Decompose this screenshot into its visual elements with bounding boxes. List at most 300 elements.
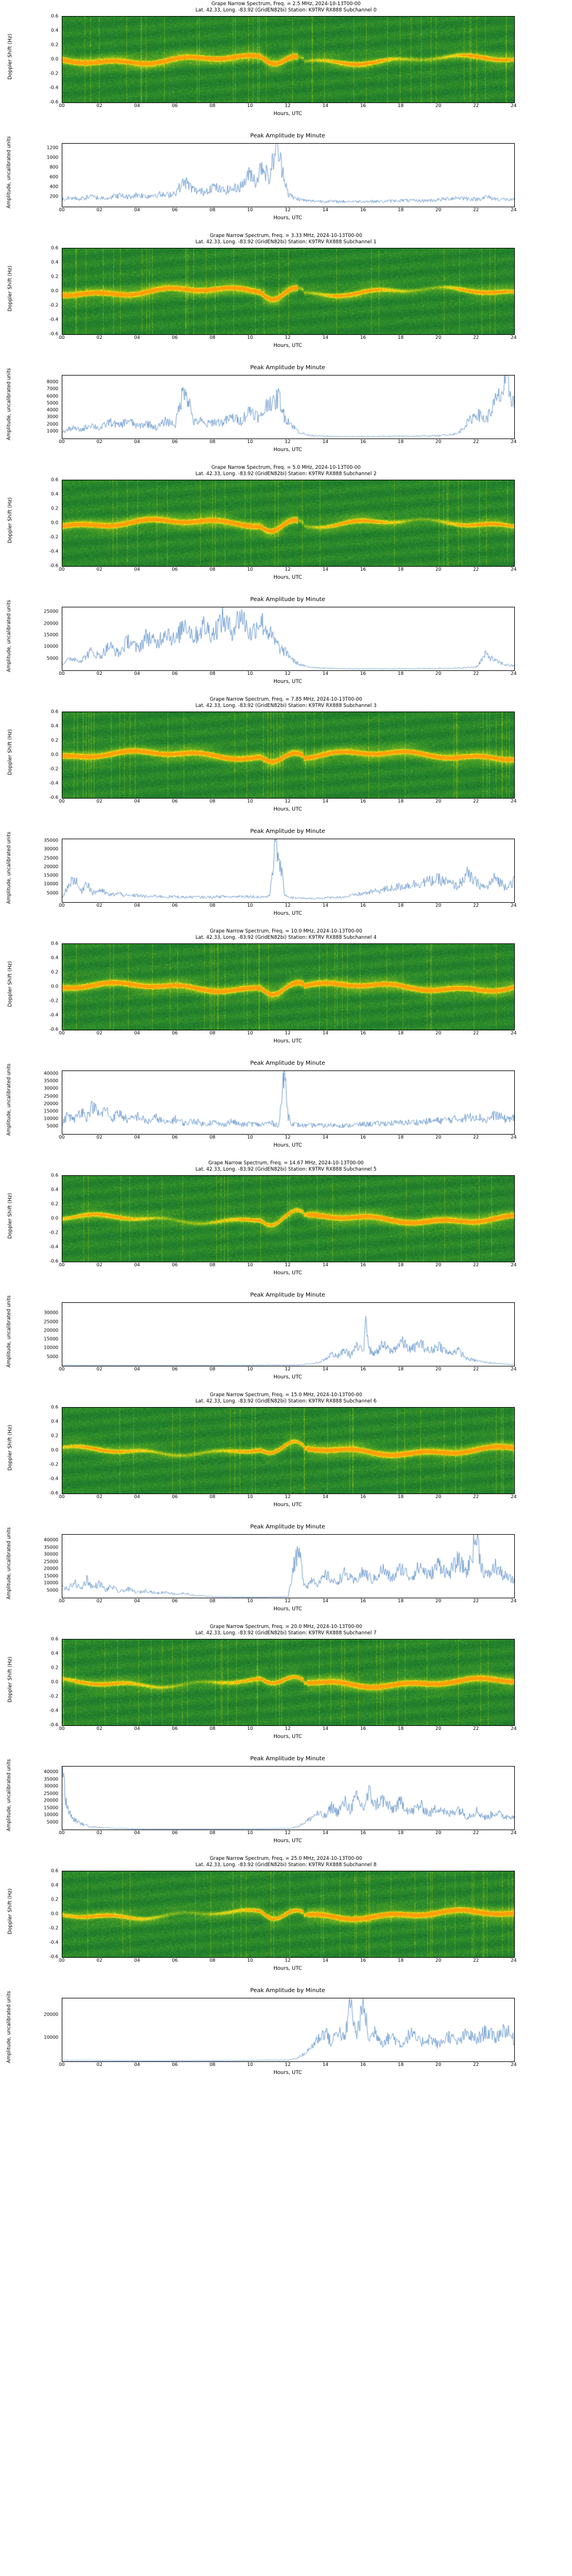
spectrogram-x-tick: 02 <box>96 103 102 108</box>
spectrogram-x-axis-label: Hours, UTC <box>273 1038 302 1044</box>
amplitude-chart-title: Peak Amplitude by Minute <box>250 1524 325 1530</box>
amplitude-y-ticks <box>19 375 61 438</box>
spectrogram-x-tick: 00 <box>58 567 65 572</box>
amplitude-canvas <box>62 1303 514 1366</box>
spectrogram-x-tick: 18 <box>398 335 404 340</box>
spectrogram-y-tick: -0.4 <box>49 85 58 90</box>
amplitude-x-tick: 14 <box>322 2062 328 2067</box>
spectrogram-x-tick: 12 <box>284 103 291 108</box>
amplitude-y-tick: 20000 <box>43 1327 58 1333</box>
spectrogram-x-tick: 04 <box>134 1262 140 1267</box>
spectrogram-x-tick: 20 <box>435 1262 442 1267</box>
spectrogram-y-axis-label-text: Doppler Shift (Hz) <box>7 33 13 80</box>
spectrogram-x-tick: 14 <box>322 1262 328 1267</box>
amplitude-y-tick: 35000 <box>43 1776 58 1781</box>
amplitude-x-tick: 02 <box>96 903 102 908</box>
amplitude-y-tick: 25000 <box>43 1559 58 1564</box>
spectrogram-x-tick: 00 <box>58 103 65 108</box>
amplitude-y-tick: 35000 <box>43 1078 58 1084</box>
amplitude-x-tick: 14 <box>322 1830 328 1835</box>
amplitude-x-tick: 10 <box>247 671 253 676</box>
spectrogram-x-tick: 22 <box>473 103 479 108</box>
amplitude-x-tick: 24 <box>510 439 517 444</box>
panel-subchannel-5 <box>0 1159 572 1391</box>
amplitude-canvas <box>62 839 514 902</box>
amplitude-x-tick: 06 <box>172 1135 178 1140</box>
spectrogram-y-axis-label-text: Doppler Shift (Hz) <box>7 1424 13 1471</box>
amplitude-y-axis-label-text: Amplitude, uncalibrated units <box>6 368 12 440</box>
spectrogram-x-tick: 20 <box>435 1726 442 1731</box>
amplitude-y-axis-label-text: Amplitude, uncalibrated units <box>6 1991 12 2063</box>
spectrogram-x-tick: 00 <box>58 1958 65 1963</box>
amplitude-y-tick: 10000 <box>43 1580 58 1586</box>
amplitude-x-axis-label: Hours, UTC <box>273 2070 302 2076</box>
amplitude-x-tick: 00 <box>58 1135 65 1140</box>
amplitude-x-tick: 02 <box>96 1366 102 1372</box>
amplitude-x-tick: 04 <box>134 1598 140 1603</box>
amplitude-x-tick: 08 <box>209 1366 216 1372</box>
spectrogram-x-tick: 14 <box>322 1030 328 1036</box>
spectrogram-x-tick: 00 <box>58 335 65 340</box>
spectrogram-x-tick: 22 <box>473 1030 479 1036</box>
amplitude-x-tick: 20 <box>435 1135 442 1140</box>
spectrogram-y-tick: -0.4 <box>49 317 58 322</box>
spectrogram-x-tick: 10 <box>247 567 253 572</box>
spectrogram-x-tick: 18 <box>398 103 404 108</box>
amplitude-x-tick: 24 <box>510 1598 517 1603</box>
spectrogram-x-tick: 12 <box>284 1494 291 1499</box>
amplitude-x-axis-label: Hours, UTC <box>273 1838 302 1844</box>
amplitude-chart-title: Peak Amplitude by Minute <box>250 828 325 835</box>
spectrogram-y-ticks <box>34 477 61 568</box>
amplitude-y-axis-label-text: Amplitude, uncalibrated units <box>6 1064 12 1136</box>
spectrogram-x-tick: 06 <box>172 1262 178 1267</box>
amplitude-y-tick: 30000 <box>43 1310 58 1315</box>
spectrogram-x-tick: 24 <box>510 1262 517 1267</box>
spectrogram-x-tick: 04 <box>134 799 140 804</box>
amplitude-x-tick: 22 <box>473 1598 479 1603</box>
amplitude-x-ticks <box>58 671 517 679</box>
spectrogram-x-tick: 16 <box>360 1494 366 1499</box>
amplitude-y-tick: 15000 <box>43 1573 58 1578</box>
spectrogram-x-tick: 16 <box>360 1262 366 1267</box>
amplitude-x-tick: 10 <box>247 207 253 212</box>
amplitude-y-tick: 15000 <box>43 872 58 878</box>
amplitude-y-axis-label-text: Amplitude, uncalibrated units <box>6 136 12 208</box>
spectrogram-x-tick: 04 <box>134 335 140 340</box>
amplitude-chart-subchannel-7 <box>0 1755 572 1855</box>
spectrogram-x-tick: 22 <box>473 1726 479 1731</box>
spectrogram-x-tick: 16 <box>360 335 366 340</box>
spectrogram-y-axis-label-text: Doppler Shift (Hz) <box>7 1192 13 1239</box>
amplitude-x-tick: 04 <box>134 2062 140 2067</box>
spectrogram-y-tick: 0.4 <box>51 1882 58 1888</box>
amplitude-x-tick: 08 <box>209 207 216 212</box>
spectrogram-canvas <box>62 1871 514 1957</box>
amplitude-y-ticks <box>19 1766 61 1829</box>
spectrogram-plot <box>62 1175 515 1262</box>
spectrogram-y-tick: -0.6 <box>49 795 58 800</box>
spectrogram-title <box>0 1160 572 1173</box>
amplitude-y-tick: 5000 <box>46 1587 58 1593</box>
amplitude-y-tick: 20000 <box>43 621 58 626</box>
spectrogram-y-ticks <box>34 1636 61 1728</box>
amplitude-x-tick: 02 <box>96 2062 102 2067</box>
spectrogram-x-tick: 04 <box>134 1494 140 1499</box>
spectrogram-x-tick: 24 <box>510 1030 517 1036</box>
panel-subchannel-6 <box>0 1391 572 1623</box>
spectrogram-y-tick: -0.2 <box>49 1461 58 1467</box>
amplitude-x-tick: 22 <box>473 671 479 676</box>
spectrogram-y-axis-label <box>3 1175 11 1261</box>
amplitude-x-ticks <box>58 1366 517 1374</box>
spectrogram-y-ticks <box>34 1404 61 1496</box>
spectrogram-subchannel-8 <box>0 1855 572 1986</box>
spectrogram-x-tick: 14 <box>322 1494 328 1499</box>
amplitude-y-tick: 5000 <box>46 1123 58 1129</box>
amplitude-y-axis-label-text: Amplitude, uncalibrated units <box>6 832 12 904</box>
amplitude-plot <box>62 375 515 439</box>
spectrogram-y-tick: -0.4 <box>49 1939 58 1945</box>
amplitude-y-tick: 5000 <box>46 655 58 661</box>
spectrogram-title <box>0 1392 572 1405</box>
spectrogram-subchannel-1 <box>0 232 572 364</box>
spectrogram-y-axis-label <box>3 1639 11 1725</box>
amplitude-x-axis-label: Hours, UTC <box>273 1606 302 1612</box>
spectrogram-y-tick: 0.0 <box>51 983 58 989</box>
amplitude-y-tick: 8000 <box>46 379 58 385</box>
spectrogram-x-tick: 16 <box>360 103 366 108</box>
amplitude-y-tick: 6000 <box>46 393 58 399</box>
spectrogram-y-tick: -0.4 <box>49 1012 58 1018</box>
spectrogram-x-tick: 02 <box>96 335 102 340</box>
spectrogram-x-tick: 12 <box>284 1958 291 1963</box>
spectrogram-y-tick: 0.2 <box>51 1897 58 1902</box>
amplitude-y-ticks <box>19 607 61 670</box>
amplitude-x-tick: 08 <box>209 671 216 676</box>
amplitude-x-ticks <box>58 2062 517 2070</box>
amplitude-chart-subchannel-1 <box>0 364 572 464</box>
spectrogram-x-axis-label: Hours, UTC <box>273 111 302 117</box>
spectrogram-x-tick: 10 <box>247 103 253 108</box>
spectrogram-x-tick: 16 <box>360 1030 366 1036</box>
spectrogram-x-tick: 18 <box>398 1958 404 1963</box>
spectrogram-x-tick: 08 <box>209 567 216 572</box>
spectrogram-y-tick: -0.4 <box>49 780 58 786</box>
spectrogram-x-ticks <box>58 103 517 111</box>
spectrogram-title-line1: Grape Narrow Spectrum, Freq. = 20.0 MHz, 2024-10-13T00-00 <box>209 1624 363 1630</box>
spectrogram-x-tick: 12 <box>284 335 291 340</box>
amplitude-x-tick: 12 <box>284 1135 291 1140</box>
amplitude-x-tick: 12 <box>284 903 291 908</box>
amplitude-x-tick: 00 <box>58 1830 65 1835</box>
amplitude-y-tick: 20000 <box>43 1797 58 1803</box>
amplitude-x-tick: 08 <box>209 439 216 444</box>
spectrogram-x-axis-label: Hours, UTC <box>273 343 302 349</box>
spectrogram-title-line2: Lat. 42.33, Long. -83.92 (GridEN82bi) Station: K9TRV RX888 Subchannel 2 <box>195 471 377 477</box>
spectrogram-x-tick: 06 <box>172 1958 178 1963</box>
spectrogram-title-line1: Grape Narrow Spectrum, Freq. = 2.5 MHz, 2024-10-13T00-00 <box>211 1 361 7</box>
spectrogram-y-tick: 0.6 <box>51 1868 58 1874</box>
amplitude-y-tick: 15000 <box>43 632 58 638</box>
amplitude-y-axis-label <box>2 832 12 904</box>
amplitude-x-tick: 14 <box>322 1366 328 1372</box>
spectrogram-x-tick: 22 <box>473 1958 479 1963</box>
amplitude-x-tick: 00 <box>58 207 65 212</box>
amplitude-y-tick: 25000 <box>43 855 58 861</box>
spectrogram-canvas <box>62 1639 514 1725</box>
spectrogram-y-tick: 0.0 <box>51 752 58 757</box>
spectrogram-x-tick: 06 <box>172 1494 178 1499</box>
spectrogram-x-tick: 12 <box>284 567 291 572</box>
spectrogram-x-tick: 20 <box>435 567 442 572</box>
spectrogram-y-tick: -0.4 <box>49 1244 58 1250</box>
spectrogram-x-tick: 08 <box>209 1958 216 1963</box>
spectrogram-canvas <box>62 248 514 334</box>
spectrogram-x-tick: 06 <box>172 799 178 804</box>
spectrogram-x-axis-label: Hours, UTC <box>273 1734 302 1740</box>
spectrogram-y-ticks <box>34 1172 61 1264</box>
spectrogram-x-axis-label: Hours, UTC <box>273 1966 302 1971</box>
spectrogram-title-line1: Grape Narrow Spectrum, Freq. = 10.0 MHz, 2024-10-13T00-00 <box>209 929 363 934</box>
spectrogram-plot <box>62 712 515 799</box>
amplitude-y-axis-label <box>2 1295 12 1368</box>
amplitude-y-tick: 25000 <box>43 1791 58 1796</box>
spectrogram-y-tick: 0.2 <box>51 969 58 975</box>
spectrogram-x-tick: 20 <box>435 103 442 108</box>
amplitude-x-tick: 08 <box>209 2062 216 2067</box>
amplitude-y-ticks <box>19 1070 61 1133</box>
spectrogram-title-line2: Lat. 42.33, Long. -83.92 (GridEN82bi) Station: K9TRV RX888 Subchannel 1 <box>195 239 377 245</box>
amplitude-x-axis-label: Hours, UTC <box>273 447 302 453</box>
amplitude-x-tick: 18 <box>398 439 404 444</box>
amplitude-x-tick: 04 <box>134 207 140 212</box>
amplitude-canvas <box>62 1535 514 1598</box>
spectrogram-x-ticks <box>58 1958 517 1966</box>
amplitude-plot <box>62 607 515 671</box>
amplitude-x-tick: 16 <box>360 1366 366 1372</box>
amplitude-x-tick: 04 <box>134 903 140 908</box>
spectrogram-x-tick: 20 <box>435 335 442 340</box>
spectrogram-y-tick: 0.2 <box>51 42 58 48</box>
amplitude-x-axis-label: Hours, UTC <box>273 1374 302 1380</box>
spectrogram-y-tick: -0.6 <box>49 563 58 568</box>
spectrogram-title-line2: Lat. 42.33, Long. -83.92 (GridEN82bi) Station: K9TRV RX888 Subchannel 3 <box>195 703 377 709</box>
amplitude-x-tick: 10 <box>247 2062 253 2067</box>
amplitude-x-tick: 00 <box>58 1366 65 1372</box>
spectrogram-x-tick: 18 <box>398 1494 404 1499</box>
spectrogram-x-tick: 14 <box>322 1726 328 1731</box>
spectrogram-x-tick: 22 <box>473 799 479 804</box>
spectrogram-x-axis-label: Hours, UTC <box>273 1270 302 1276</box>
amplitude-canvas <box>62 607 514 670</box>
amplitude-x-tick: 10 <box>247 903 253 908</box>
amplitude-x-tick: 10 <box>247 1830 253 1835</box>
spectrogram-canvas <box>62 1176 514 1262</box>
spectrogram-title-line2: Lat. 42.33, Long. -83.92 (GridEN82bi) Station: K9TRV RX888 Subchannel 5 <box>195 1167 377 1172</box>
spectrogram-subchannel-3 <box>0 696 572 827</box>
amplitude-plot <box>62 1070 515 1135</box>
amplitude-x-tick: 02 <box>96 1830 102 1835</box>
spectrogram-x-tick: 12 <box>284 1726 291 1731</box>
spectrogram-y-tick: -0.6 <box>49 1722 58 1728</box>
spectrogram-y-tick: 0.4 <box>51 1419 58 1424</box>
spectrogram-x-tick: 06 <box>172 103 178 108</box>
spectrogram-y-tick: 0.2 <box>51 1433 58 1439</box>
amplitude-x-tick: 22 <box>473 1135 479 1140</box>
spectrogram-plot <box>62 1871 515 1958</box>
spectrogram-plot <box>62 1639 515 1726</box>
amplitude-x-tick: 20 <box>435 1366 442 1372</box>
panel-subchannel-3 <box>0 696 572 927</box>
amplitude-x-tick: 10 <box>247 1135 253 1140</box>
spectrogram-title-line1: Grape Narrow Spectrum, Freq. = 7.85 MHz, 2024-10-13T00-00 <box>209 697 363 702</box>
amplitude-x-tick: 12 <box>284 1366 291 1372</box>
amplitude-canvas <box>62 1767 514 1830</box>
spectrogram-y-tick: -0.2 <box>49 1925 58 1931</box>
amplitude-x-tick: 08 <box>209 1135 216 1140</box>
amplitude-x-ticks <box>58 903 517 911</box>
spectrogram-x-tick: 06 <box>172 1726 178 1731</box>
spectrogram-title-line1: Grape Narrow Spectrum, Freq. = 3.33 MHz, 2024-10-13T00-00 <box>209 233 363 239</box>
amplitude-x-axis-label: Hours, UTC <box>273 679 302 685</box>
spectrogram-plot <box>62 1407 515 1494</box>
spectrogram-y-axis-label <box>3 16 11 102</box>
amplitude-x-tick: 04 <box>134 1366 140 1372</box>
amplitude-x-ticks <box>58 207 517 215</box>
amplitude-x-tick: 24 <box>510 671 517 676</box>
amplitude-x-tick: 24 <box>510 1135 517 1140</box>
spectrogram-x-tick: 24 <box>510 1726 517 1731</box>
amplitude-x-ticks <box>58 1135 517 1143</box>
spectrogram-x-tick: 02 <box>96 567 102 572</box>
spectrogram-x-tick: 22 <box>473 335 479 340</box>
amplitude-y-tick: 10000 <box>43 1345 58 1350</box>
spectrogram-x-tick: 24 <box>510 335 517 340</box>
spectrogram-y-tick: 0.2 <box>51 505 58 511</box>
spectrogram-title <box>0 1 572 14</box>
spectrogram-y-axis-label <box>3 480 11 566</box>
spectrogram-y-tick: 0.0 <box>51 1911 58 1917</box>
amplitude-y-tick: 20000 <box>43 1101 58 1107</box>
spectrogram-x-tick: 16 <box>360 799 366 804</box>
amplitude-x-tick: 06 <box>172 207 178 212</box>
spectrogram-x-ticks <box>58 335 517 343</box>
spectrogram-x-tick: 16 <box>360 1958 366 1963</box>
spectrogram-x-tick: 14 <box>322 103 328 108</box>
spectrogram-canvas <box>62 944 514 1030</box>
spectrogram-y-axis-label <box>3 248 11 334</box>
spectrogram-title-line2: Lat. 42.33, Long. -83.92 (GridEN82bi) Station: K9TRV RX888 Subchannel 6 <box>195 1398 377 1404</box>
spectrogram-x-ticks <box>58 1030 517 1038</box>
amplitude-y-ticks <box>19 1534 61 1597</box>
spectrogram-x-tick: 10 <box>247 799 253 804</box>
amplitude-x-tick: 06 <box>172 2062 178 2067</box>
amplitude-y-tick: 15000 <box>43 1108 58 1114</box>
spectrogram-y-tick: 0.4 <box>51 955 58 961</box>
spectrogram-title <box>0 697 572 709</box>
spectrogram-y-axis-label-text: Doppler Shift (Hz) <box>7 265 13 312</box>
amplitude-x-tick: 12 <box>284 671 291 676</box>
amplitude-x-tick: 04 <box>134 1135 140 1140</box>
amplitude-y-tick: 600 <box>49 174 58 180</box>
amplitude-x-tick: 08 <box>209 1830 216 1835</box>
spectrogram-x-tick: 02 <box>96 1726 102 1731</box>
amplitude-y-axis-label <box>2 600 12 672</box>
amplitude-x-tick: 10 <box>247 1366 253 1372</box>
spectrogram-x-tick: 18 <box>398 567 404 572</box>
panel-subchannel-7 <box>0 1623 572 1855</box>
amplitude-x-tick: 22 <box>473 207 479 212</box>
amplitude-x-tick: 22 <box>473 903 479 908</box>
amplitude-x-tick: 22 <box>473 1830 479 1835</box>
amplitude-y-tick: 200 <box>49 193 58 199</box>
amplitude-y-axis-label-text: Amplitude, uncalibrated units <box>6 1527 12 1599</box>
spectrogram-title <box>0 465 572 477</box>
amplitude-plot <box>62 1766 515 1830</box>
spectrogram-plot <box>62 16 515 103</box>
amplitude-x-tick: 06 <box>172 1830 178 1835</box>
amplitude-x-tick: 20 <box>435 903 442 908</box>
amplitude-x-tick: 00 <box>58 439 65 444</box>
amplitude-x-tick: 16 <box>360 1135 366 1140</box>
spectrogram-title <box>0 1624 572 1637</box>
amplitude-y-tick: 25000 <box>43 609 58 614</box>
amplitude-y-tick: 25000 <box>43 1319 58 1325</box>
spectrogram-y-ticks <box>34 13 61 105</box>
amplitude-x-tick: 12 <box>284 439 291 444</box>
amplitude-x-tick: 06 <box>172 903 178 908</box>
spectrogram-subchannel-0 <box>0 0 572 132</box>
spectrogram-subchannel-6 <box>0 1391 572 1523</box>
amplitude-x-tick: 16 <box>360 1598 366 1603</box>
spectrogram-plot <box>62 480 515 567</box>
spectrogram-subchannel-2 <box>0 464 572 595</box>
spectrogram-title-line2: Lat. 42.33, Long. -83.92 (GridEN82bi) Station: K9TRV RX888 Subchannel 7 <box>195 1630 377 1636</box>
spectrogram-y-ticks <box>34 245 61 337</box>
spectrogram-x-tick: 24 <box>510 1494 517 1499</box>
amplitude-x-tick: 18 <box>398 1598 404 1603</box>
amplitude-x-tick: 06 <box>172 439 178 444</box>
amplitude-plot <box>62 839 515 903</box>
spectrogram-x-tick: 22 <box>473 1494 479 1499</box>
spectrogram-y-tick: -0.2 <box>49 70 58 76</box>
spectrogram-y-tick: -0.6 <box>49 1026 58 1032</box>
amplitude-y-tick: 800 <box>49 164 58 170</box>
spectrogram-y-tick: 0.6 <box>51 1636 58 1642</box>
spectrogram-x-tick: 06 <box>172 335 178 340</box>
spectrogram-y-tick: 0.4 <box>51 259 58 265</box>
amplitude-chart-subchannel-3 <box>0 827 572 927</box>
amplitude-x-tick: 14 <box>322 439 328 444</box>
amplitude-x-tick: 04 <box>134 671 140 676</box>
amplitude-y-tick: 20000 <box>43 864 58 870</box>
amplitude-x-tick: 04 <box>134 439 140 444</box>
spectrogram-x-tick: 12 <box>284 1262 291 1267</box>
amplitude-y-tick: 15000 <box>43 1336 58 1342</box>
spectrogram-x-tick: 06 <box>172 567 178 572</box>
spectrogram-x-tick: 02 <box>96 799 102 804</box>
spectrogram-x-tick: 00 <box>58 1030 65 1036</box>
spectrogram-y-axis-label-text: Doppler Shift (Hz) <box>7 1888 13 1935</box>
amplitude-x-tick: 12 <box>284 1830 291 1835</box>
spectrogram-x-tick: 18 <box>398 1726 404 1731</box>
spectrogram-y-tick: -0.2 <box>49 1230 58 1235</box>
amplitude-x-tick: 00 <box>58 1598 65 1603</box>
spectrogram-y-tick: 0.2 <box>51 1665 58 1670</box>
amplitude-x-tick: 18 <box>398 903 404 908</box>
spectrogram-y-tick: -0.2 <box>49 534 58 540</box>
